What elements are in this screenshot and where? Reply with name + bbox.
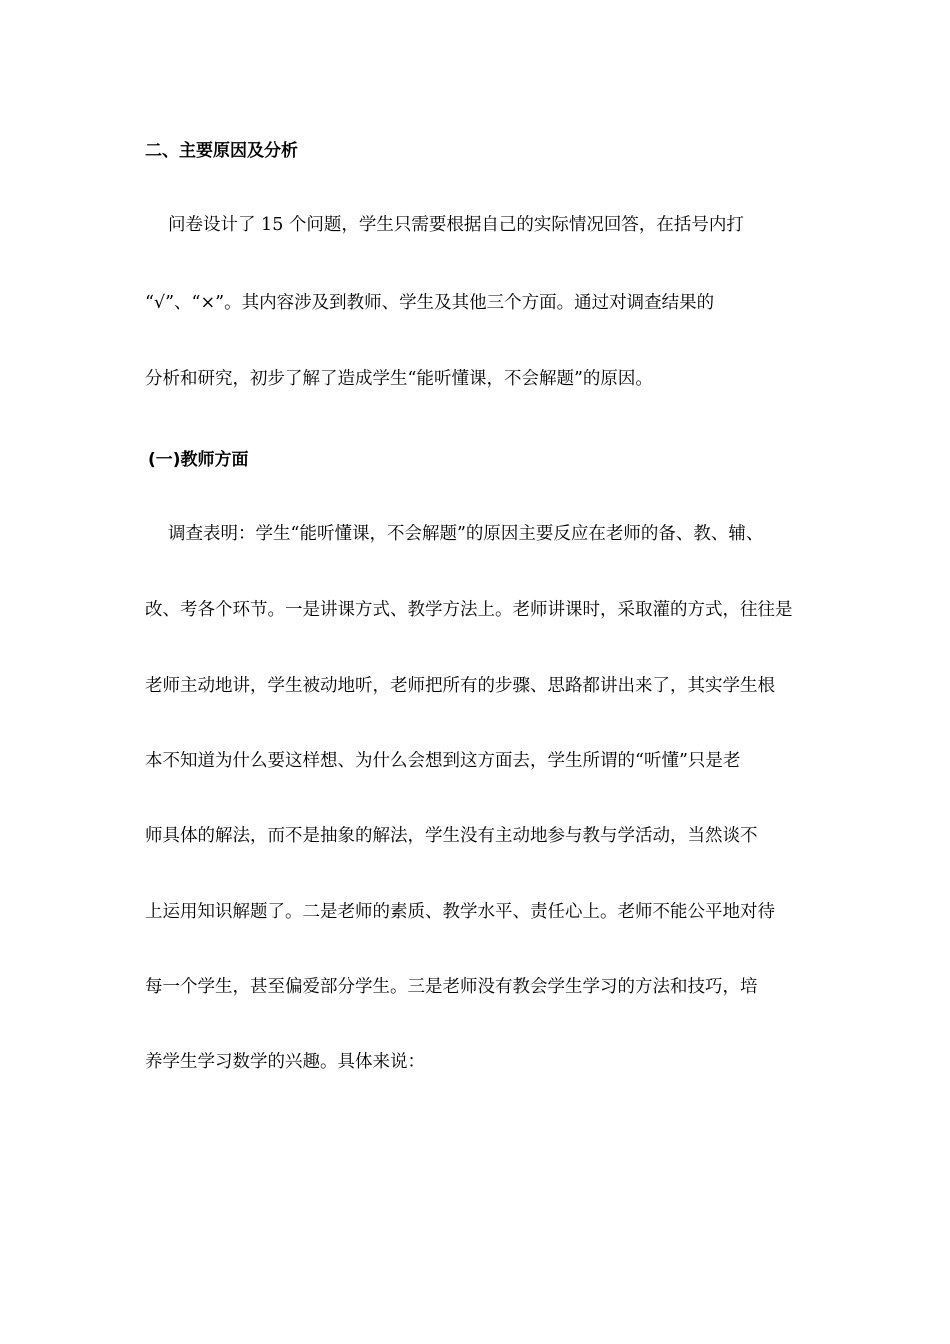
paragraph1-line-1: 问卷设计了 15 个问题，学生只需要根据自己的实际情况回答，在括号内打 <box>168 215 744 235</box>
subsection-heading: (一)教师方面 <box>148 450 249 470</box>
paragraph1-line-2: “√”、“×”。其内容涉及到教师、学生及其他三个方面。通过对调查结果的 <box>145 293 715 313</box>
paragraph2-line-4: 本不知道为什么要这样想、为什么会想到这方面去，学生所谓的“听懂”只是老 <box>145 751 741 771</box>
paragraph2-line-8: 养学生学习数学的兴趣。具体来说： <box>145 1052 425 1072</box>
paragraph2-line-5: 师具体的解法，而不是抽象的解法，学生没有主动地参与教与学活动，当然谈不 <box>145 826 758 846</box>
paragraph2-line-2: 改、考各个环节。一是讲课方式、教学方法上。老师讲课时，采取灌的方式，往往是 <box>145 600 793 620</box>
paragraph1-line-3: 分析和研究，初步了解了造成学生“能听懂课，不会解题”的原因。 <box>145 369 653 389</box>
section-heading: 二、主要原因及分析 <box>145 141 298 161</box>
paragraph2-line-6: 上运用知识解题了。二是老师的素质、教学水平、责任心上。老师不能公平地对待 <box>145 902 775 922</box>
paragraph2-line-7: 每一个学生，甚至偏爱部分学生。三是老师没有教会学生学习的方法和技巧，培 <box>145 977 758 997</box>
paragraph2-line-1: 调查表明：学生“能听懂课，不会解题”的原因主要反应在老师的备、教、辅、 <box>168 524 764 544</box>
paragraph2-line-3: 老师主动地讲，学生被动地听，老师把所有的步骤、思路都讲出来了，其实学生根 <box>145 676 775 696</box>
